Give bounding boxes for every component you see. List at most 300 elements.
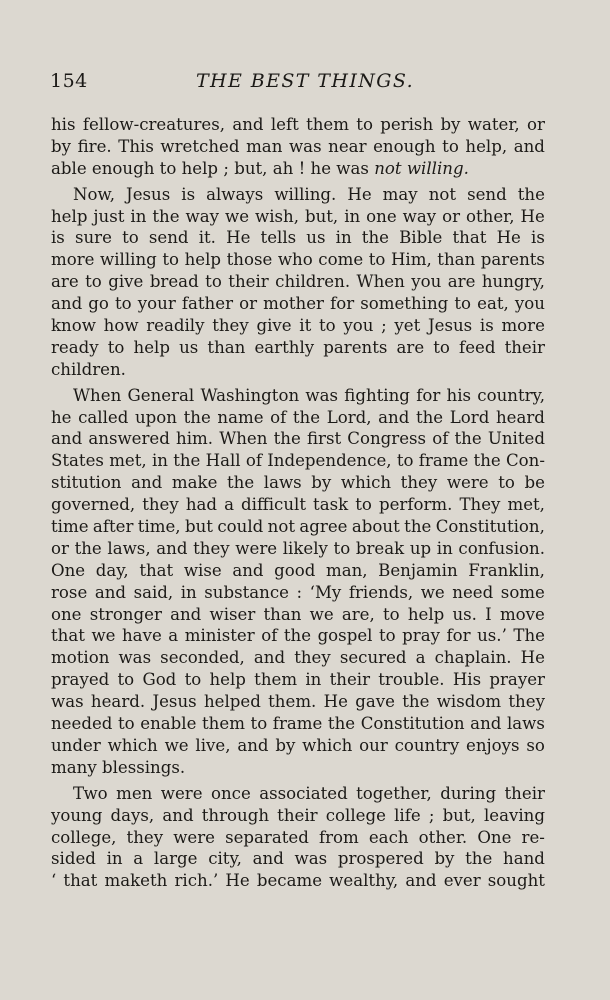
text-line (51, 315, 545, 337)
word: the (415, 407, 444, 427)
word: friends, (348, 582, 414, 602)
word: which (107, 735, 158, 755)
text-line (51, 604, 545, 626)
word: them. (268, 692, 317, 712)
word: tells (260, 228, 297, 248)
word: bread (149, 272, 199, 292)
word: was (118, 648, 152, 668)
word: you (514, 294, 545, 314)
word: help (133, 337, 170, 357)
word: upon (134, 407, 177, 427)
word: secured (339, 648, 407, 668)
word: ‘ (51, 871, 57, 891)
word: willing. (274, 184, 337, 204)
text-line (51, 114, 545, 136)
word: the (173, 451, 201, 471)
word: perform. (378, 495, 453, 515)
word: to (162, 250, 180, 270)
word: college, (51, 827, 117, 847)
word: send (148, 228, 189, 248)
text-line-with-italic (51, 158, 545, 180)
word: other, (465, 206, 515, 226)
word: maketh (104, 871, 168, 891)
word: enough (373, 136, 436, 156)
word: it (299, 316, 312, 336)
word: they (508, 692, 545, 712)
word: for (330, 294, 355, 314)
word: to (378, 626, 396, 646)
word: ever (443, 871, 481, 891)
word: trouble. (378, 670, 445, 690)
word: they (142, 495, 179, 515)
word: heard. (90, 692, 146, 712)
text-line (51, 560, 545, 582)
word: was (288, 136, 322, 156)
word: the (74, 538, 102, 558)
word: them (306, 115, 349, 134)
word: called (78, 407, 129, 427)
word: send (467, 184, 507, 204)
word: a (415, 648, 426, 668)
word: from (318, 827, 359, 847)
word: Him, (390, 250, 432, 270)
word: Con- (505, 451, 545, 471)
page-header (50, 70, 560, 96)
word: the (454, 429, 482, 449)
word: us.’ (477, 626, 507, 646)
word: who (277, 250, 313, 270)
word: stitution (51, 473, 122, 493)
word: we (420, 582, 445, 602)
word: enable (140, 714, 197, 734)
word: a (133, 849, 144, 869)
word: to (115, 294, 132, 314)
word: When (356, 272, 405, 292)
word: his (51, 115, 76, 134)
word: us (179, 337, 199, 357)
word: was (294, 849, 328, 869)
word: ; (428, 805, 435, 825)
word: to (318, 316, 336, 336)
word: He (496, 228, 521, 248)
word: which (302, 735, 353, 755)
word: parents (323, 337, 388, 357)
word: were (235, 538, 278, 558)
word: Lord, (326, 407, 372, 427)
word: you (343, 316, 374, 336)
word: ; (381, 316, 387, 336)
word: Constitution (360, 714, 465, 734)
word: their (228, 272, 269, 292)
text-line (51, 337, 545, 359)
word: a (224, 495, 234, 515)
word: of (270, 407, 287, 427)
word: Jesus (126, 184, 171, 204)
text-line (51, 407, 545, 429)
text-line (51, 691, 545, 713)
word: fighting (344, 385, 410, 405)
word: difficult (241, 495, 306, 515)
word: One (477, 827, 512, 847)
word: hand (503, 849, 545, 869)
text-line (51, 271, 545, 293)
word: said, (133, 582, 174, 602)
text-line (51, 494, 545, 516)
word: needed (51, 714, 113, 734)
word: them (254, 670, 298, 690)
text-line (51, 625, 545, 647)
word: He (323, 692, 348, 712)
text-line (51, 538, 545, 560)
word: are, (341, 604, 375, 624)
word: the (517, 184, 545, 204)
word: large (153, 849, 198, 869)
word: time (51, 517, 89, 537)
word: enjoys (466, 735, 520, 755)
word: the (361, 228, 389, 248)
word: to (122, 228, 139, 248)
word: could (217, 517, 264, 537)
word: children. (275, 272, 351, 292)
word: more (501, 316, 545, 336)
running-title: THE BEST THINGS. (195, 70, 415, 92)
word: Benjamin (378, 560, 458, 580)
word: the (473, 451, 501, 471)
word: stronger (89, 604, 162, 624)
word: be (524, 473, 545, 493)
word: for (416, 385, 441, 405)
word: and (156, 538, 188, 558)
word: met, (109, 451, 147, 471)
word: Now, (73, 184, 116, 204)
word: father (181, 294, 234, 314)
word: likely (282, 538, 328, 558)
word: in (335, 228, 352, 248)
word: seconded, (160, 648, 245, 668)
word: re- (521, 827, 545, 847)
word: He (520, 206, 545, 226)
word: and (94, 582, 127, 602)
word: young (51, 805, 103, 825)
word: I (485, 604, 492, 624)
word: by (275, 735, 296, 755)
text-line (51, 227, 545, 249)
text-line: many blessings. (51, 757, 186, 777)
word: left (270, 115, 299, 134)
word: and (232, 115, 264, 134)
word: When (73, 385, 122, 405)
word: in (305, 670, 322, 690)
word: man (246, 136, 283, 156)
word: about (351, 517, 400, 537)
word: rich.’ (174, 871, 219, 891)
word: mother (263, 294, 324, 314)
word: Independence, (267, 451, 392, 471)
text-line (51, 669, 545, 691)
word: way (402, 206, 437, 226)
word: to (118, 714, 135, 734)
word: and (232, 560, 264, 580)
word: The (513, 626, 545, 646)
word: we (164, 735, 189, 755)
word: we (309, 604, 334, 624)
word: way (185, 206, 220, 226)
word: God (142, 670, 177, 690)
word: the (273, 429, 301, 449)
word: were (446, 473, 489, 493)
paragraph (51, 184, 545, 381)
paragraph (51, 385, 545, 779)
word: one (51, 604, 82, 624)
word: prayer (489, 670, 545, 690)
text-line (51, 293, 545, 315)
word: to (117, 670, 135, 690)
word: they (400, 473, 438, 493)
word: to (250, 714, 268, 734)
word: during (440, 783, 497, 803)
text-line (51, 848, 545, 870)
word: how (103, 316, 139, 336)
word: college (325, 805, 386, 825)
word: associated (259, 783, 348, 803)
word: near (328, 136, 367, 156)
word: or (51, 538, 69, 558)
word: Congress (347, 429, 427, 449)
word: to (184, 670, 202, 690)
word: of (432, 429, 449, 449)
word: to (396, 451, 414, 471)
word: time, (137, 517, 181, 537)
word: and (51, 294, 83, 314)
text-line (51, 136, 545, 158)
text-line (51, 516, 545, 538)
word: wealthy, (329, 871, 399, 891)
word: for (446, 626, 471, 646)
word: willing (100, 250, 157, 270)
word: eat, (477, 294, 509, 314)
word: give (108, 272, 144, 292)
word: was (51, 692, 84, 712)
word: Jesus (428, 316, 473, 336)
word: Two (73, 783, 108, 803)
word: are (51, 272, 79, 292)
word: and (51, 429, 83, 449)
word: to (442, 136, 459, 156)
word: their (329, 670, 371, 690)
text-line (51, 184, 545, 206)
word: of (261, 626, 278, 646)
word: and (237, 735, 269, 755)
word: feed (459, 337, 496, 357)
word: laws (263, 473, 302, 493)
word: hungry, (481, 272, 545, 292)
word: to (333, 538, 351, 558)
word: those (226, 250, 273, 270)
text-line (51, 783, 545, 805)
text-line (51, 647, 545, 669)
text-line: children. (51, 359, 126, 379)
word: our (359, 735, 388, 755)
word: by (311, 473, 332, 493)
word: men (116, 783, 153, 803)
word: but (184, 517, 213, 537)
word: This (118, 136, 154, 156)
word: in (344, 206, 361, 226)
word: they (294, 648, 331, 668)
word: parents (480, 250, 545, 270)
page-body (51, 114, 545, 892)
word: by (440, 115, 461, 134)
word: When (219, 429, 268, 449)
word: are (447, 272, 476, 292)
word: than (207, 337, 246, 357)
word: that (452, 228, 487, 248)
word: up (409, 538, 432, 558)
word: heard (495, 407, 545, 427)
word: motion (51, 648, 110, 668)
word: water, (467, 115, 520, 134)
word: leaving (483, 805, 545, 825)
word: Jesus (152, 692, 197, 712)
word: he (51, 407, 72, 427)
word: go (88, 294, 109, 314)
word: we (224, 206, 250, 226)
word: sought (487, 871, 545, 891)
word: days, (110, 805, 155, 825)
word: minister (184, 626, 255, 646)
word: the (465, 849, 493, 869)
word: us (306, 228, 326, 248)
word: the (327, 714, 356, 734)
word: man, (325, 560, 368, 580)
word: met, (507, 495, 545, 515)
word: in (106, 849, 123, 869)
word: readily (146, 316, 205, 336)
word: by (434, 849, 455, 869)
word: help (184, 250, 222, 270)
word: is (479, 316, 494, 336)
word: chaplain. (434, 648, 512, 668)
word: and (405, 871, 437, 891)
word: is (51, 228, 65, 248)
word: fellow-creatures, (82, 115, 226, 134)
word: answered (88, 429, 170, 449)
word: together, (356, 783, 432, 803)
word: than (437, 250, 476, 270)
word: to (355, 495, 372, 515)
word: by (51, 136, 71, 156)
word: to (433, 337, 450, 357)
word: to (368, 250, 386, 270)
word: you (411, 272, 442, 292)
word: gave (355, 692, 395, 712)
text-line (51, 472, 545, 494)
word: the (402, 692, 430, 712)
word: they (126, 827, 164, 847)
word: wisdom (436, 692, 502, 712)
word: wretched (160, 136, 240, 156)
word: perish (380, 115, 434, 134)
word: their (277, 805, 318, 825)
word: not (267, 517, 296, 537)
word: the (283, 626, 312, 646)
word: of (245, 451, 262, 471)
word: your (137, 294, 176, 314)
word: Franklin, (468, 560, 545, 580)
word: United (487, 429, 545, 449)
word: his (446, 385, 472, 405)
word: to (454, 294, 472, 314)
word: give (256, 316, 292, 336)
word: need (452, 582, 494, 602)
word: have (121, 626, 162, 646)
word: one (366, 206, 397, 226)
word: more (51, 250, 95, 270)
word: to (85, 272, 102, 292)
word: and (470, 714, 502, 734)
word: just (93, 206, 125, 226)
text-line (51, 450, 545, 472)
word: help (209, 670, 246, 690)
word: was (305, 385, 339, 405)
text-line (51, 870, 545, 892)
emphasis: not willing. (374, 158, 469, 178)
word: are (396, 337, 425, 357)
word: know (51, 316, 96, 336)
word: under (51, 735, 101, 755)
word: to (205, 272, 222, 292)
word: the (404, 517, 432, 537)
word: is (531, 228, 545, 248)
word: One (51, 560, 86, 580)
word: help (407, 604, 445, 624)
word: were (160, 783, 203, 803)
word: through (201, 805, 270, 825)
paragraph (51, 783, 545, 892)
word: frame (418, 451, 469, 471)
text-line (51, 385, 545, 407)
word: us. (452, 604, 477, 624)
word: Bible (399, 228, 443, 248)
text-line (51, 805, 545, 827)
word: He (520, 648, 545, 668)
word: break (355, 538, 405, 558)
word: country (394, 735, 460, 755)
word: Washington (200, 385, 300, 405)
word: a (168, 626, 179, 646)
word: him. (176, 429, 214, 449)
word: they (212, 316, 249, 336)
word: it. (198, 228, 216, 248)
text-line (51, 713, 545, 735)
word: sure (74, 228, 112, 248)
word: and (162, 805, 194, 825)
word: and (378, 407, 410, 427)
text-line: able enough to help ; but, ah ! he was not willing. (51, 158, 469, 178)
word: to (498, 473, 515, 493)
word: laws, (107, 538, 151, 558)
word: the (152, 206, 180, 226)
word: their (504, 783, 545, 803)
word: the (292, 407, 321, 427)
word: wiser (209, 604, 256, 624)
word: wise (183, 560, 222, 580)
word: that (63, 871, 98, 891)
word: something (360, 294, 449, 314)
text-line (51, 582, 545, 604)
word: but, (304, 206, 339, 226)
word: come (318, 250, 364, 270)
